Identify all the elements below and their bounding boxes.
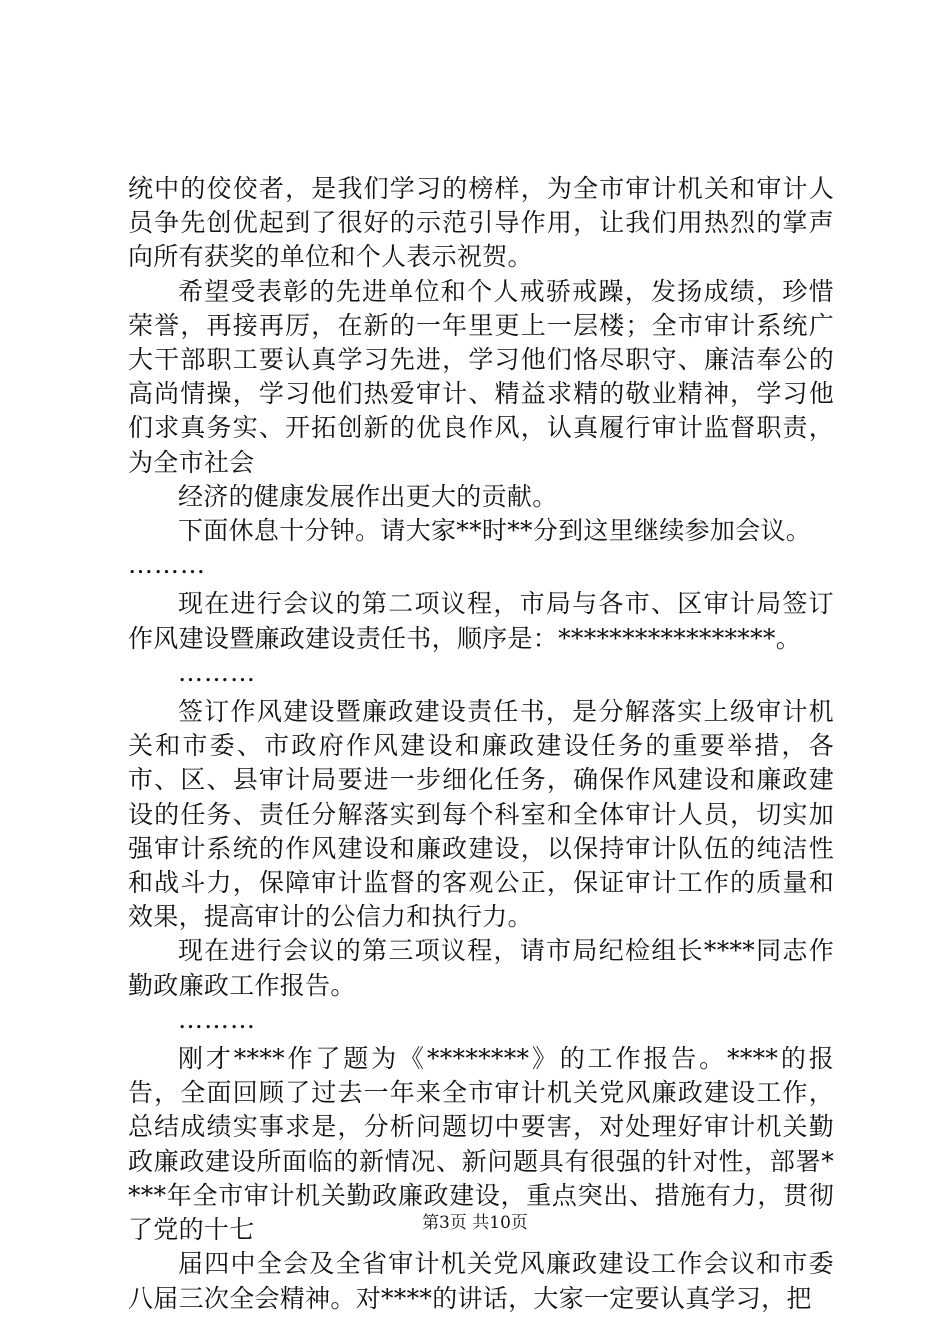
paragraph-2: 希望受表彰的先进单位和个人戒骄戒躁，发扬成绩，珍惜荣誉，再接再厉，在新的一年里更上一层楼；全市审计系统广大干部职工要认真学习先进，学习他们恪尽职守、廉洁奉公的高尚情操，学习他们热爱审计、精益求精的敬业精神，学习他们求真务实、开拓创新的优良作风，认真履行审计监督职责，为全市社会 bbox=[128, 276, 834, 477]
ellipsis-separator-2: ……… bbox=[178, 657, 256, 687]
paragraph-8: 刚才****作了题为《********》的工作报告。****的报告，全面回顾了过去一年来全市审计机关党风廉政建设工作，总结成绩实事求是，分析问题切中要害，对处理好审计机关勤政廉政建设所面临的新情况、新问题具有很强的针对性，部署****年全市审计机关勤政廉政建设，重点突出、措施有力，贯彻了党的十七 bbox=[128, 1044, 834, 1245]
paragraph-3: 经济的健康发展作出更大的贡献。 bbox=[178, 481, 558, 511]
paragraph-6: 签订作风建设暨廉政建设责任书，是分解落实上级审计机关和市委、市政府作风建设和廉政建设任务的重要举措，各市、区、县审计局要进一步细化任务，确保作风建设和廉政建设的任务、责任分解落实到每个科室和全体审计人员，切实加强审计系统的作风建设和廉政建设，以保持审计队伍的纯洁性和战斗力，保障审计监督的客观公正，保证审计工作的质量和效果，提高审计的公信力和执行力。 bbox=[128, 697, 834, 932]
page-number-footer: 第3页 共10页 bbox=[422, 1213, 528, 1233]
ellipsis-separator-3: ……… bbox=[178, 1004, 256, 1034]
paragraph-5: 现在进行会议的第二项议程，市局与各市、区审计局签订作风建设暨廉政建设责任书，顺序是：*****************。 bbox=[128, 589, 834, 653]
paragraph-7: 现在进行会议的第三项议程，请市局纪检组长****同志作勤政廉政工作报告。 bbox=[128, 936, 834, 1000]
paragraph-1: 统中的佼佼者，是我们学习的榜样，为全市审计机关和审计人员争先创优起到了很好的示范引导作用，让我们用热烈的掌声向所有获奖的单位和个人表示祝贺。 bbox=[128, 174, 834, 272]
document-body bbox=[128, 172, 834, 1316]
paragraph-9: 届四中全会及全省审计机关党风廉政建设工作会议和市委八届三次全会精神。对****的讲话，大家一定要认真学习，把 bbox=[128, 1249, 834, 1313]
ellipsis-separator-1: ……… bbox=[128, 550, 206, 580]
paragraph-4: 下面休息十分钟。请大家**时**分到这里继续参加会议。 bbox=[178, 516, 812, 546]
